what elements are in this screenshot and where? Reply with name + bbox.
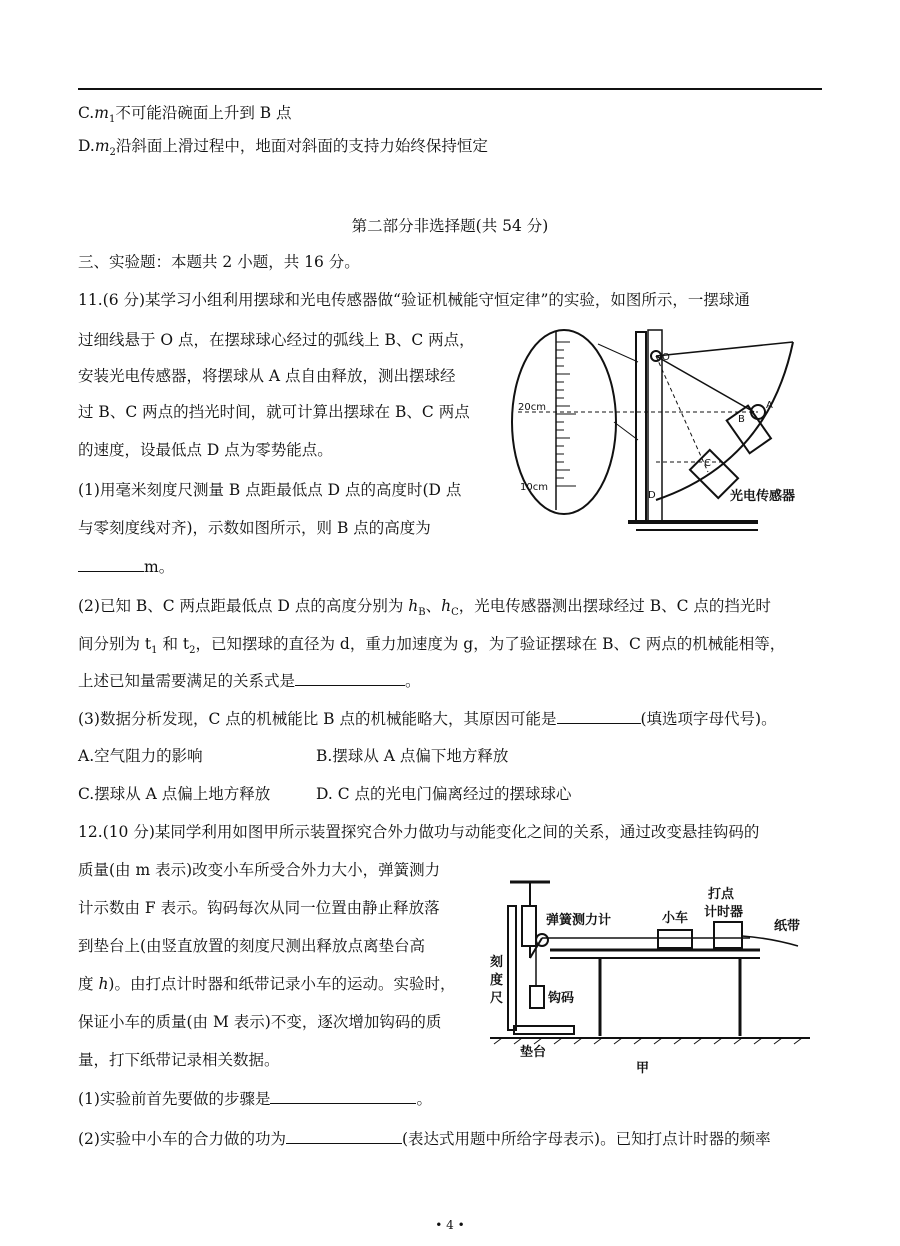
answer-blank-4[interactable] bbox=[270, 1088, 416, 1104]
cart bbox=[658, 930, 692, 948]
q11-part1-line2: 与零刻度线对齐)，示数如图所示，则 B 点的高度为 bbox=[78, 519, 431, 537]
q11-option-a: A.空气阻力的影响 bbox=[78, 747, 203, 765]
cart-figure bbox=[490, 876, 810, 1076]
answer-blank-5[interactable] bbox=[286, 1128, 402, 1144]
vertical-stand bbox=[636, 332, 646, 522]
timer-label-1: 打点 bbox=[708, 887, 735, 902]
weight bbox=[530, 986, 544, 1008]
q11-line4: 过 B、C 两点的挡光时间，就可计算出摆球在 B、C 两点 bbox=[78, 403, 470, 421]
cart-label: 小车 bbox=[662, 911, 689, 926]
q11-part2-line3: 上述已知量需要满足的关系式是 。 bbox=[78, 672, 421, 690]
q11-line5: 的速度，设最低点 D 点为零势能点。 bbox=[78, 441, 333, 459]
timer bbox=[714, 922, 742, 948]
timer-label-2: 计时器 bbox=[704, 905, 744, 920]
q11-part2-line1: (2)已知 B、C 两点距最低点 D 点的高度分别为 $h_B$、$h_C$，光电传感器测出摆球经过 B、C 点的挡光时 bbox=[78, 597, 771, 619]
q11-line3: 安装光电传感器，将摆球从 A 点自由释放，测出摆球经 bbox=[78, 367, 456, 385]
arc-top bbox=[656, 342, 793, 356]
part2-title: 第二部分非选择题(共 54 分) bbox=[351, 217, 549, 235]
q12-line7: 量，打下纸带记录相关数据。 bbox=[78, 1051, 280, 1069]
tape-label: 纸带 bbox=[774, 919, 801, 934]
spring-label: 弹簧测力计 bbox=[546, 913, 612, 928]
pad-label: 垫台 bbox=[520, 1045, 547, 1060]
ruler-label-2: 度 bbox=[490, 973, 504, 988]
label-a: A bbox=[766, 400, 773, 411]
q12-line1: 12.(10 分)某同学利用如图甲所示装置探究合外力做功与动能变化之间的关系，通过改变悬挂钩码的 bbox=[78, 823, 760, 841]
figure-caption: 甲 bbox=[636, 1061, 650, 1076]
label-d: D bbox=[648, 490, 656, 501]
q11-option-d: D. C 点的光电门偏离经过的摆球球心 bbox=[316, 785, 572, 803]
pendulum-arc bbox=[656, 342, 793, 500]
scale-10cm: 10cm bbox=[520, 482, 548, 493]
pendulum-figure bbox=[508, 322, 820, 546]
ruler-label-3: 尺 bbox=[490, 991, 504, 1006]
pad bbox=[514, 1026, 574, 1034]
tape bbox=[742, 936, 798, 946]
page-number: • 4 • bbox=[435, 1218, 465, 1232]
q12-line3: 计示数由 F 表示。钩码每次从同一位置由静止释放落 bbox=[78, 899, 440, 917]
label-c: C bbox=[704, 458, 711, 469]
q11-part1-line3: m。 bbox=[78, 556, 174, 577]
q12-line6: 保证小车的质量(由 M 表示)不变，逐次增加钩码的质 bbox=[78, 1013, 442, 1031]
scale-20cm: 20cm bbox=[518, 402, 546, 413]
section3-heading: 三、实验题：本题共 2 小题，共 16 分。 bbox=[78, 253, 360, 271]
option-c-prev: $C.m_1$不可能沿碗面上升到 B 点 bbox=[78, 104, 292, 126]
q12-part2: (2)实验中小车的合力做的功为 (表达式用题中所给字母表示)。已知打点计时器的频率 bbox=[78, 1130, 771, 1148]
ruler-label-1: 刻 bbox=[490, 955, 504, 970]
top-rule bbox=[78, 88, 822, 90]
pendulum-string bbox=[656, 356, 754, 412]
answer-blank-2[interactable] bbox=[295, 670, 405, 686]
label-o: O bbox=[662, 352, 670, 363]
answer-blank-1[interactable] bbox=[78, 556, 144, 572]
q12-line2: 质量(由 m 表示)改变小车所受合外力大小，弹簧测力 bbox=[78, 861, 441, 879]
q11-option-c: C.摆球从 A 点偏上地方释放 bbox=[78, 785, 271, 803]
answer-blank-3[interactable] bbox=[557, 708, 641, 724]
q11-part1-line1: (1)用毫米刻度尺测量 B 点距最低点 D 点的高度时(D 点 bbox=[78, 481, 462, 499]
q12-line5: 度 h)。由打点计时器和纸带记录小车的运动。实验时， bbox=[78, 975, 456, 993]
sensor-label: 光电传感器 bbox=[730, 489, 796, 504]
q11-option-b: B.摆球从 A 点偏下地方释放 bbox=[316, 747, 509, 765]
option-d-prev: $D.m_2$沿斜面上滑过程中，地面对斜面的支持力始终保持恒定 bbox=[78, 137, 488, 159]
ruler bbox=[508, 906, 516, 1030]
q11-line2: 过细线悬于 O 点，在摆球球心经过的弧线上 B、C 两点， bbox=[78, 331, 475, 349]
spring-scale bbox=[522, 906, 536, 946]
pulley bbox=[536, 934, 548, 946]
weight-label: 钩码 bbox=[548, 991, 575, 1006]
q11-line1: 11.(6 分)某学习小组利用摆球和光电传感器做“验证机械能守恒定律”的实验，如图所示，一摆球通 bbox=[78, 291, 750, 309]
q12-line4: 到垫台上(由竖直放置的刻度尺测出释放点离垫台高 bbox=[78, 937, 426, 955]
q12-part1: (1)实验前首先要做的步骤是 。 bbox=[78, 1090, 432, 1108]
label-b: B bbox=[738, 414, 745, 425]
q11-part3-line1: (3)数据分析发现，C 点的机械能比 B 点的机械能略大，其原因可能是 (填选项字母代号)。 bbox=[78, 710, 777, 728]
q11-part2-line2: 间分别为 $t_1$ 和 $t_2$，已知摆球的直径为 d，重力加速度为 g，为了验证摆球在 B、C 两点的机械能相等， bbox=[78, 635, 786, 657]
